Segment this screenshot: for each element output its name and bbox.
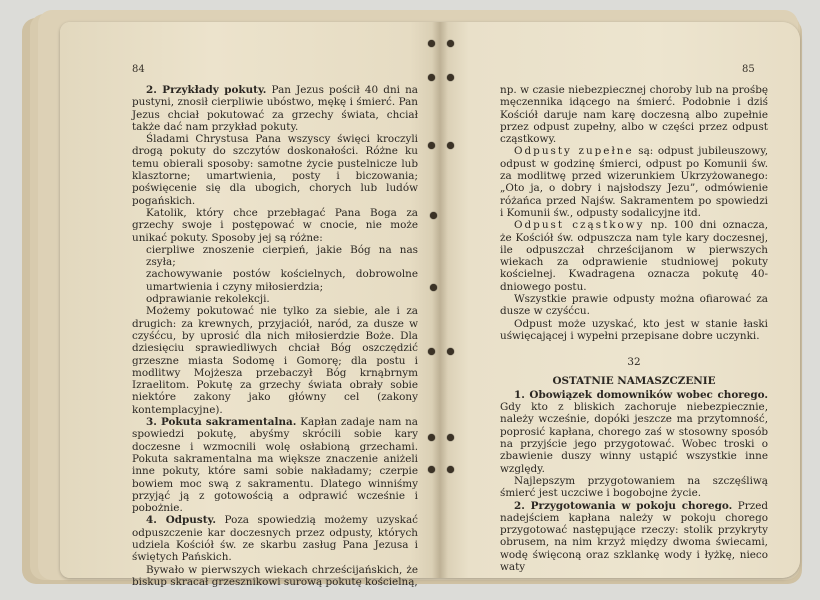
plenary-paragraph: Odpusty zupełne są: odpust jubileuszowy, odpust w godzinę śmierci, odpust po Komunii św. za modlitwę przed wizerunkiem Ukrzyżowanego: „Oto ja, o dobry i najsłodszy Jezu”, odmówienie różańca przed Najśw. Sakramentem po spowiedzi i Komunii św., odpusty sodalicyjne itd. bbox=[500, 145, 768, 219]
plenary-term: Odpusty zupełne bbox=[514, 145, 634, 158]
section-3-heading: 3. Pokuta sakramentalna. bbox=[146, 416, 297, 429]
best-preparation-paragraph: Najlepszym przygotowaniem na szczęśliwą śmierć jest uczciwe i bogobojne życie. bbox=[500, 474, 768, 500]
section-1-paragraph: 1. Obowiązek domowników wobec chorego. Gdy kto z bliskich zachoruje niebezpiecznie, należy wcześnie, dopóki jeszcze ma przytomność, poprosić kapłana, chorego zaś w stosowny sposób na przyjście jego przygotować. Wobec troski o zbawienie duszy winny ustąpić wszystkie inne względy. bbox=[500, 388, 768, 475]
section-2-paragraph: 2. Przygotowania w pokoju chorego. Przed nadejściem kapłana należy w pokoju chorego przygotować następujące rzeczy: stolik przykryty obrusem, na nim krzyż między dwoma świecami, wodę święconą oraz szklankę wody i łyżkę, nieco waty bbox=[500, 499, 768, 573]
continuation-paragraph: np. w czasie niebezpiecznej choroby lub na prośbę męczennika idącego na śmierć. Podobnie i dziś Kościół daruje nam karę doczesną albo zupełnie przez odpust zupełny, albo w części przez odpust cząstkowy. bbox=[500, 84, 768, 146]
binding-hole bbox=[428, 434, 435, 441]
binding-hole bbox=[447, 466, 454, 473]
binding-hole bbox=[447, 348, 454, 355]
binding-hole bbox=[428, 348, 435, 355]
binding-hole bbox=[428, 142, 435, 149]
left-page bbox=[60, 22, 440, 588]
section-1-heading: 1. Obowiązek domowników wobec chorego. bbox=[514, 388, 768, 401]
binding-hole bbox=[428, 40, 435, 47]
binding-hole bbox=[447, 40, 454, 47]
others-paragraph: Możemy pokutować nie tylko za siebie, ale i za drugich: za krewnych, przyjaciół, naród, za dusze w czyśćcu, by uprosić dla nich miłosierdzie Boże. Dla dziesięciu sprawiedliwych chciał Bóg oszczędzić grzeszne miasta Sodomę i Gomorę; dla postu i modlitwy Mojżesza przebaczył Bóg krnąbrnym Izraelitom. Pokutę za grzechy świata obrały sobie niektóre zakony jako główny cel (zakony kontemplacyjne). bbox=[132, 305, 418, 416]
section-4-heading: 4. Odpusty. bbox=[146, 514, 216, 527]
souls-paragraph: Wszystkie prawie odpusty można ofiarować za dusze w czyśćcu. bbox=[500, 293, 768, 318]
section-3-paragraph: 3. Pokuta sakramentalna. Kapłan zadaje nam na spowiedzi pokutę, abyśmy skrócili sobie kary doczesne i wzmocnili wolę osłabioną grzechami. Pokuta sakramentalna ma większe znaczenie aniżeli inne pokuty, które sami sobie nakładamy; czerpie bowiem moc swą z sakramentu. Dlatego winniśmy przyjąć ją z gotowością a odprawić wcześnie i pobożnie. bbox=[132, 416, 419, 515]
binding-hole bbox=[428, 74, 435, 81]
left-page-text bbox=[132, 84, 418, 588]
left-page-number: 84 bbox=[132, 64, 145, 75]
catholic-paragraph: Katolik, który chce przebłagać Pana Boga za grzechy swoje i postępować w cnocie, nie może unikać pokuty. Sposoby jej są różne: bbox=[132, 206, 418, 244]
binding-hole bbox=[430, 284, 437, 291]
right-page-text bbox=[500, 84, 768, 573]
section-2-paragraph: 2. Przykłady pokuty. Pan Jezus pościł 40 dni na pustyni, znosił cierpliwie ubóstwo, mękę i śmierć. Pan Jezus chciał pokutować za grzechy świata, chciał także dać nam przykład pokuty. bbox=[132, 84, 418, 133]
partial-paragraph: Odpust cząstkowy np. 100 dni oznacza, że Kościół św. odpuszcza nam tyle kary doczesnej, ile odpuszczał chrześcijanom w pierwszych wiekach za odprawienie studniowej pokuty kościelnej. Kwadragena oznacza pokutę 40-dniowego postu. bbox=[500, 219, 769, 293]
open-book bbox=[60, 22, 800, 588]
chapter-number: 32 bbox=[627, 356, 641, 369]
right-page-number: 85 bbox=[742, 64, 755, 75]
saints-paragraph: Śladami Chrystusa Pana wszyscy święci kroczyli drogą pokuty do szczytów doskonałości. Różne ku temu obierali sposoby: samotne życie pustelnicze lub klasztorne; umartwienia, posty i biczowania; poświęcenie się dla ubogich, chorych lub ludów pogańskich. bbox=[132, 133, 418, 207]
list-item: odprawianie rekolekcji. bbox=[146, 293, 270, 306]
list-item: cierpliwe znoszenie cierpień, jakie Bóg na nas zsyła; bbox=[146, 243, 418, 269]
section-4-paragraph: 4. Odpusty. Poza spowiedzią możemy uzyskać odpuszczenie kar doczesnych przez odpusty, których udziela Kościół św. ze skarbu zasług Pana Jezusa i świętych Pańskich. bbox=[132, 514, 418, 564]
bishop-paragraph: Bywało w pierwszych wiekach chrześcijańskich, że biskup skracał grzesznikowi surową pokutę kościelną, bbox=[132, 563, 418, 588]
partial-term: Odpust cząstkowy bbox=[514, 219, 645, 232]
right-page bbox=[440, 22, 800, 578]
binding-hole bbox=[447, 74, 454, 81]
list-item: zachowywanie postów kościelnych, dobrowolne umartwienia i czyny miłosierdzia; bbox=[146, 268, 418, 293]
binding-hole bbox=[447, 434, 454, 441]
chapter-title: OSTATNIE NAMASZCZENIE bbox=[552, 374, 716, 387]
binding-hole bbox=[447, 142, 454, 149]
section-2-heading: 2. Przykłady pokuty. bbox=[146, 84, 267, 96]
book-gutter bbox=[432, 22, 448, 578]
binding-hole bbox=[428, 466, 435, 473]
section-2-heading: 2. Przygotowania w pokoju chorego. bbox=[514, 499, 733, 512]
grace-paragraph: Odpust może uzyskać, kto jest w stanie łaski uświęcającej i wypełni przepisane dobre uczynki. bbox=[500, 317, 768, 342]
binding-hole bbox=[430, 212, 437, 219]
